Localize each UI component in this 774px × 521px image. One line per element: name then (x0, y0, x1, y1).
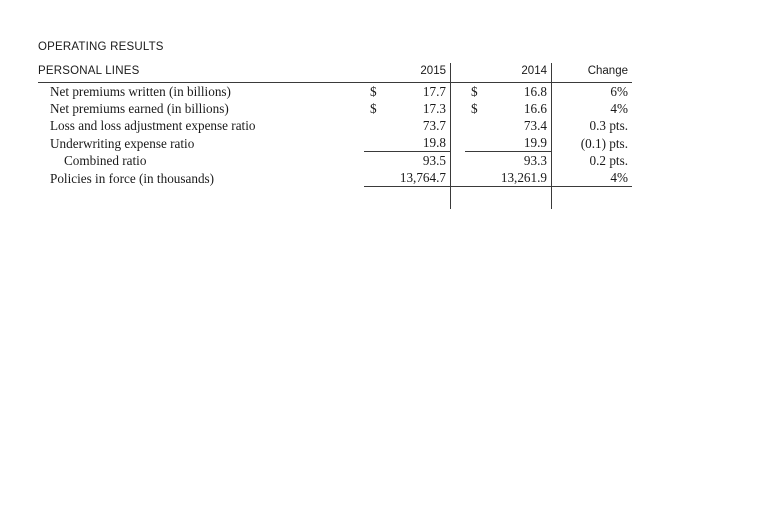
tail-cur-2015 (364, 187, 394, 210)
row-currency-2015 (364, 169, 394, 187)
row-value-2015: 13,764.7 (394, 169, 451, 187)
column-header-2015: 2015 (394, 63, 451, 83)
row-currency-2015 (364, 117, 394, 134)
row-change: 4% (566, 169, 632, 187)
row-change: 4% (610, 101, 628, 116)
table-row (38, 169, 632, 187)
row-change: 6% (610, 84, 628, 99)
row-value-2015: 19.8 (394, 134, 451, 152)
row-value-2015: 73.7 (394, 117, 451, 134)
row-currency-2014 (465, 117, 495, 134)
row-label: Net premiums written (in billions) (50, 84, 231, 99)
header-currency-spacer-2015 (364, 63, 394, 83)
table-header-row (38, 63, 632, 83)
tail-val-2014 (495, 187, 552, 210)
row-value-2014: 16.6 (495, 100, 552, 117)
tail-val-2015 (394, 187, 451, 210)
row-gap-1 (451, 152, 466, 170)
row-currency-2014 (465, 152, 495, 170)
row-gap-2 (552, 134, 567, 152)
row-change: (0.1) pts. (580, 135, 628, 151)
tail-change (566, 187, 632, 210)
row-label: Loss and loss adjustment expense ratio (50, 118, 256, 133)
row-value-2015: 93.5 (394, 152, 451, 170)
row-value-2014: 73.4 (495, 117, 552, 134)
row-value-2014: 19.9 (495, 134, 552, 152)
table-footer-rules (38, 187, 632, 210)
row-gap-1 (451, 169, 466, 187)
page-title: OPERATING RESULTS (38, 41, 164, 53)
tail-gap-2 (552, 187, 567, 210)
row-change: 0.3 pts. (589, 118, 628, 133)
row-value-2015: 17.3 (394, 100, 451, 117)
row-gap-2 (552, 117, 567, 134)
row-gap-1 (451, 134, 466, 152)
header-gap-1 (451, 63, 466, 83)
row-gap-1 (451, 117, 466, 134)
row-currency-2014 (465, 134, 495, 152)
row-label: Combined ratio (64, 153, 147, 168)
row-value-2015: 17.7 (394, 83, 451, 101)
tail-cur-2014 (465, 187, 495, 210)
row-gap-2 (552, 169, 567, 187)
row-gap-2 (552, 83, 567, 101)
row-gap-1 (451, 100, 466, 117)
row-value-2014: 13,261.9 (495, 169, 552, 187)
column-header-change: Change (566, 63, 632, 83)
table-row (38, 100, 632, 117)
row-currency-2014: $ (471, 84, 478, 99)
row-currency-2015 (364, 134, 394, 152)
row-currency-2015 (364, 152, 394, 170)
table-row (38, 117, 632, 134)
row-value-2014: 16.8 (495, 83, 552, 101)
header-currency-spacer-2014 (465, 63, 495, 83)
header-gap-2 (552, 63, 567, 83)
tail-gap-1 (451, 187, 466, 210)
column-header-2014: 2014 (495, 63, 552, 83)
row-currency-2014 (465, 169, 495, 187)
operating-results-table (38, 63, 632, 209)
row-gap-2 (552, 152, 567, 170)
row-gap-1 (451, 83, 466, 101)
row-label: Net premiums earned (in billions) (50, 101, 229, 116)
tail-label (38, 187, 364, 210)
row-currency-2015: $ (370, 84, 377, 99)
row-currency-2014: $ (471, 101, 478, 116)
table-row-header-label: PERSONAL LINES (38, 63, 364, 83)
row-label: Underwriting expense ratio (50, 135, 195, 151)
row-value-2014: 93.3 (495, 152, 552, 170)
table-row-subtotal (38, 152, 632, 170)
row-change: 0.2 pts. (589, 153, 628, 168)
row-label: Policies in force (in thousands) (50, 170, 215, 186)
row-currency-2015: $ (370, 101, 377, 116)
row-gap-2 (552, 100, 567, 117)
table-row (38, 83, 632, 101)
table-row (38, 134, 632, 152)
